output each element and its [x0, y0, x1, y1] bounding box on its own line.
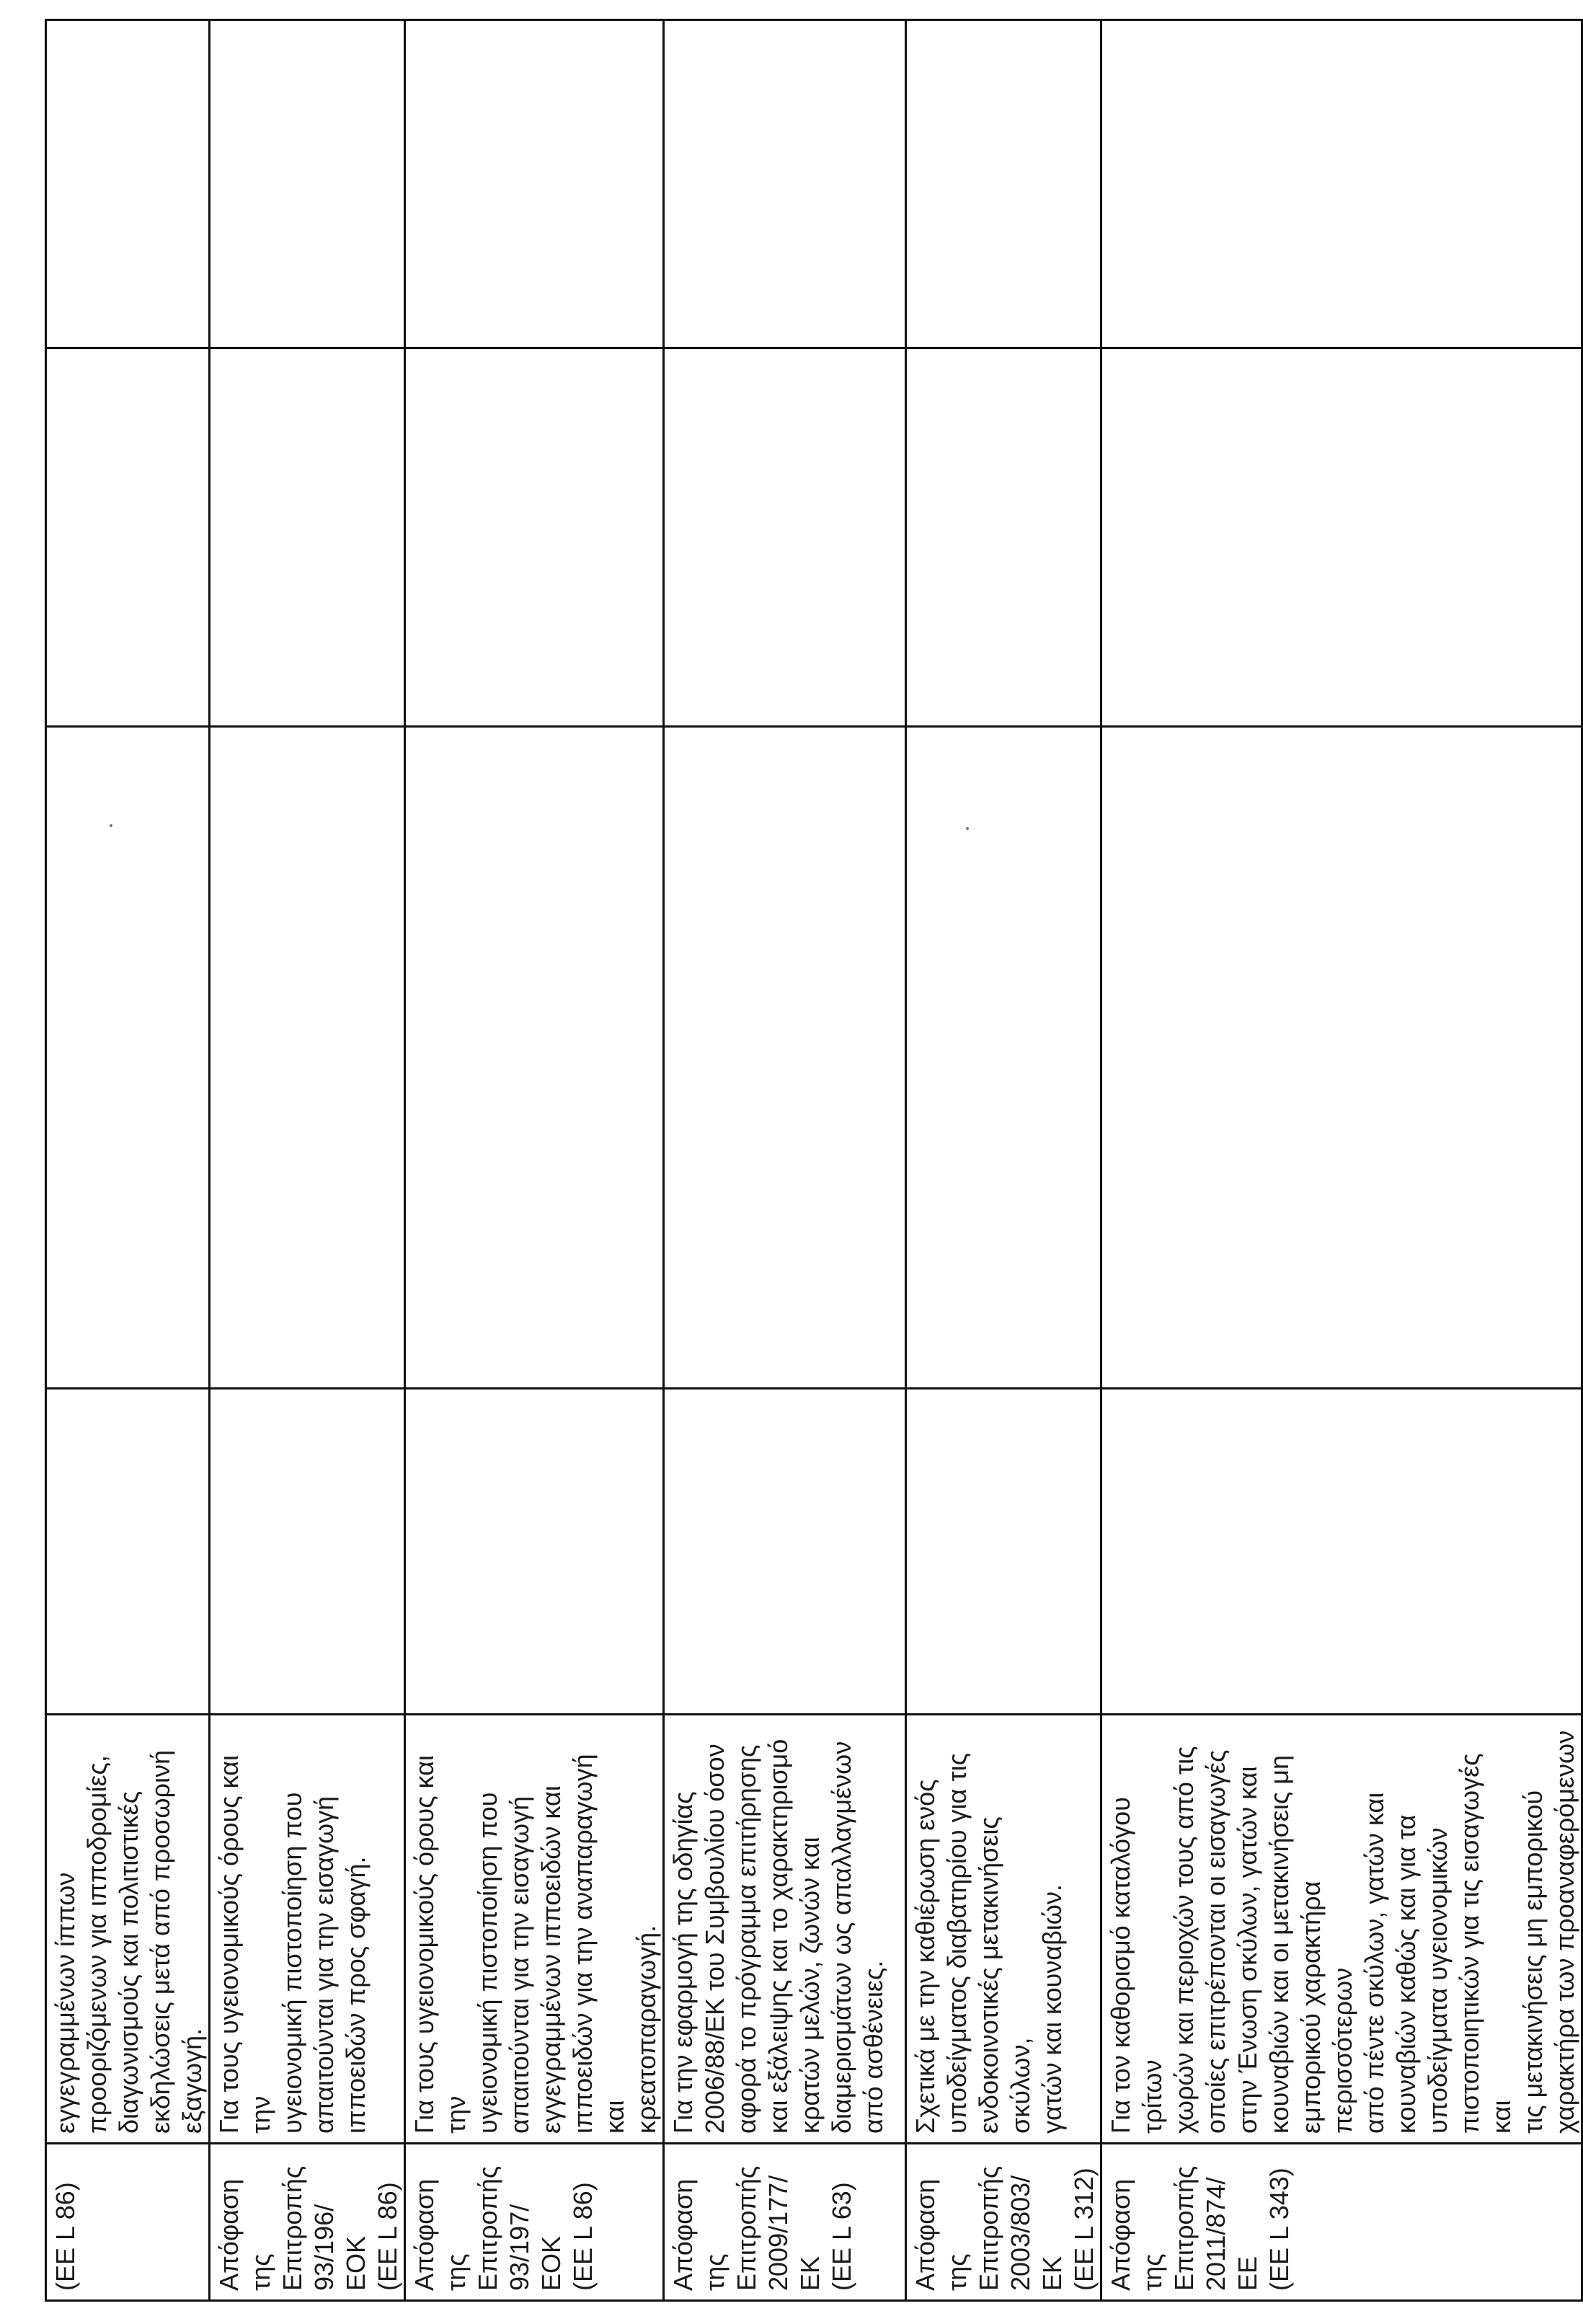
empty-cell [1101, 727, 1582, 1389]
description-cell [46, 1715, 210, 2144]
scan-speck [966, 827, 969, 830]
reference-cell [46, 2144, 210, 2301]
description-text: Για τον καθορισμό καταλόγου τρίτων χωρών και περιοχών τους από τις οποίες επιτρέπονται οι εισαγωγές στην Ένωση σκύλων, γατών και κουναβιών και οι μετακινήσεις μη εμπορικού χαρακτήρα περισσότερων από πέντε σκύλων, γατών και κουναβιών καθώς και για τα υποδείγματα υγειονομικών πιστοποιητικών για τις εισαγωγές και τις μετακινήσεις μη εμπορικού χαρακτήρα των προαναφερόμενων [1106, 1730, 1579, 2134]
rotated-table-page [45, 21, 1579, 2302]
reference-text: Απόφαση της Επιτροπής 93/197/ΕΟΚ (ΕΕ L 86) [409, 2165, 598, 2291]
description-text: Για τους υγειονομικούς όρους και την υγειονομική πιστοποίηση που απαιτούνται για την εισαγωγή εγγεγραμμένων ιπποειδών και ιπποειδών για την αναπαραγωγή και κρεατοπαραγωγή. [409, 1754, 661, 2134]
empty-cell [664, 348, 906, 727]
scan-speck [110, 824, 112, 827]
empty-cell [1101, 348, 1582, 727]
reference-cell [210, 2144, 405, 2301]
empty-cell [210, 348, 405, 727]
empty-cell [664, 1389, 906, 1715]
empty-cell [906, 348, 1101, 727]
legislation-table [45, 19, 1583, 2302]
reference-cell [664, 2144, 906, 2301]
table-row [405, 20, 664, 2301]
description-text: Σχετικά με την καθιέρωση ενός υποδείγματος διαβατηρίου για τις ενδοκοινοτικές μετακινήσεις σκύλων, γατών και κουναβιών. [910, 1753, 1067, 2134]
empty-cell [405, 1389, 664, 1715]
empty-cell [664, 727, 906, 1389]
description-text: εγγεγραμμένων ίππων προοριζόμενων για ιπποδρομίες, διαγωνισμούς και πολιτιστικές εκδηλώσεις μετά από προσωρινή εξαγωγή. [50, 1749, 207, 2134]
reference-cell [906, 2144, 1101, 2301]
reference-text: Απόφαση της Επιτροπής 2003/803/ΕΚ (ΕΕ L 312) [910, 2165, 1099, 2291]
description-cell [210, 1715, 405, 2144]
empty-cell [664, 20, 906, 348]
empty-cell [906, 20, 1101, 348]
empty-cell [46, 1389, 210, 1715]
table-row [46, 20, 210, 2301]
empty-cell [1101, 1389, 1582, 1715]
reference-text: Απόφαση της Επιτροπής 2011/874/ΕΕ (ΕΕ L 343) [1106, 2165, 1294, 2291]
empty-cell [210, 1389, 405, 1715]
empty-cell [46, 348, 210, 727]
empty-cell [906, 727, 1101, 1389]
reference-text: Απόφαση της Επιτροπής 93/196/ΕΟΚ (ΕΕ L 86) [214, 2165, 402, 2291]
table-row [664, 20, 906, 2301]
empty-cell [46, 727, 210, 1389]
reference-cell [1101, 2144, 1582, 2301]
empty-cell [405, 20, 664, 348]
description-cell [906, 1715, 1101, 2144]
description-text: Για τους υγειονομικούς όρους και την υγειονομική πιστοποίηση που απαιτούνται για την εισαγωγή ιπποειδών προς σφαγή. [214, 1755, 371, 2134]
empty-cell [405, 348, 664, 727]
empty-cell [405, 727, 664, 1389]
table-row [906, 20, 1101, 2301]
reference-text: Απόφαση της Επιτροπής 2009/177/ΕΚ (ΕΕ L 63) [668, 2165, 856, 2291]
empty-cell [210, 727, 405, 1389]
description-text: Για την εφαρμογή της οδηγίας 2006/88/ΕΚ του Συμβουλίου όσον αφορά το πρόγραμμα επιτήρησης και εξάλειψης και το χαρακτηρισμό κρατών μελών, ζωνών και διαμερισμάτων ως απαλλαγμένων από ασθένειες. [668, 1738, 888, 2134]
table-row [210, 20, 405, 2301]
empty-cell [210, 20, 405, 348]
reference-text: (ΕΕ L 86) [50, 2182, 80, 2291]
table-row [1101, 20, 1582, 2301]
reference-cell [405, 2144, 664, 2301]
description-cell [405, 1715, 664, 2144]
description-cell [1101, 1715, 1582, 2144]
empty-cell [46, 20, 210, 348]
description-cell [664, 1715, 906, 2144]
empty-cell [1101, 20, 1582, 348]
empty-cell [906, 1389, 1101, 1715]
